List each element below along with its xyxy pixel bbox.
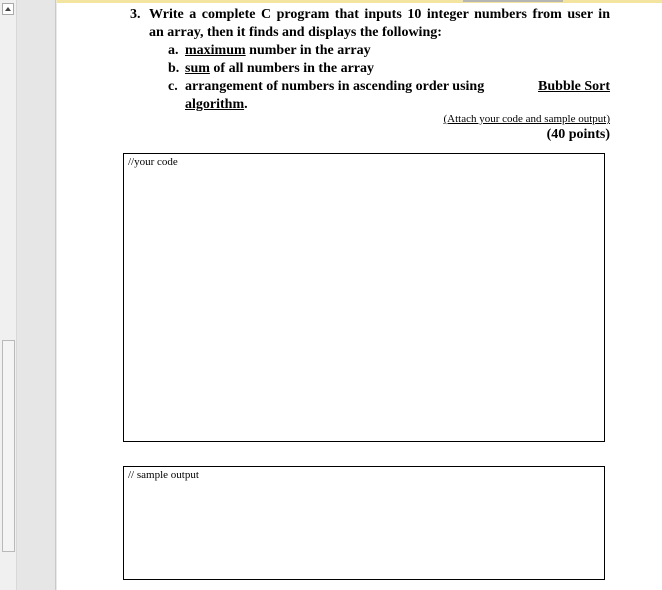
question-number: 3. xyxy=(130,7,141,22)
points-label: (40 points) xyxy=(546,127,610,142)
question-text-line-2: an array, then it finds and displays the following: xyxy=(149,25,442,40)
question-text-line-1: Write a complete C program that inputs 10 integer numbers from user in xyxy=(149,7,610,22)
item-b-keyword: sum xyxy=(185,61,210,76)
scroll-thumb[interactable] xyxy=(2,340,15,552)
code-answer-box[interactable] xyxy=(123,153,605,442)
item-b-rest: of all numbers in the array xyxy=(209,61,375,76)
document-page xyxy=(57,0,662,590)
item-a-text xyxy=(185,43,371,59)
item-a-keyword: maximum xyxy=(185,43,246,58)
item-c-letter: c. xyxy=(168,79,178,94)
item-a-letter: a. xyxy=(168,43,179,58)
vertical-scrollbar[interactable] xyxy=(0,0,17,590)
code-box-label: //your code xyxy=(128,156,178,168)
item-c-line-2 xyxy=(185,97,248,113)
attach-instruction: (Attach your code and sample output) xyxy=(443,113,610,125)
item-c-end: . xyxy=(244,97,248,112)
item-c-keyword-1: Bubble Sort xyxy=(538,79,610,94)
item-c-line-1 xyxy=(185,79,610,95)
item-c-text: arrangement of numbers in ascending order using xyxy=(185,79,485,94)
scroll-up-arrow-icon[interactable] xyxy=(2,3,14,15)
item-b-letter: b. xyxy=(168,61,180,76)
page-top-rule xyxy=(57,0,662,3)
item-b-text xyxy=(185,61,374,77)
page-top-tab xyxy=(463,0,563,2)
item-a-rest: number in the array xyxy=(245,43,371,58)
output-box-label: // sample output xyxy=(128,469,199,481)
item-c-keyword-2: algorithm xyxy=(185,97,245,112)
left-margin xyxy=(17,0,56,590)
sample-output-box[interactable] xyxy=(123,466,605,580)
